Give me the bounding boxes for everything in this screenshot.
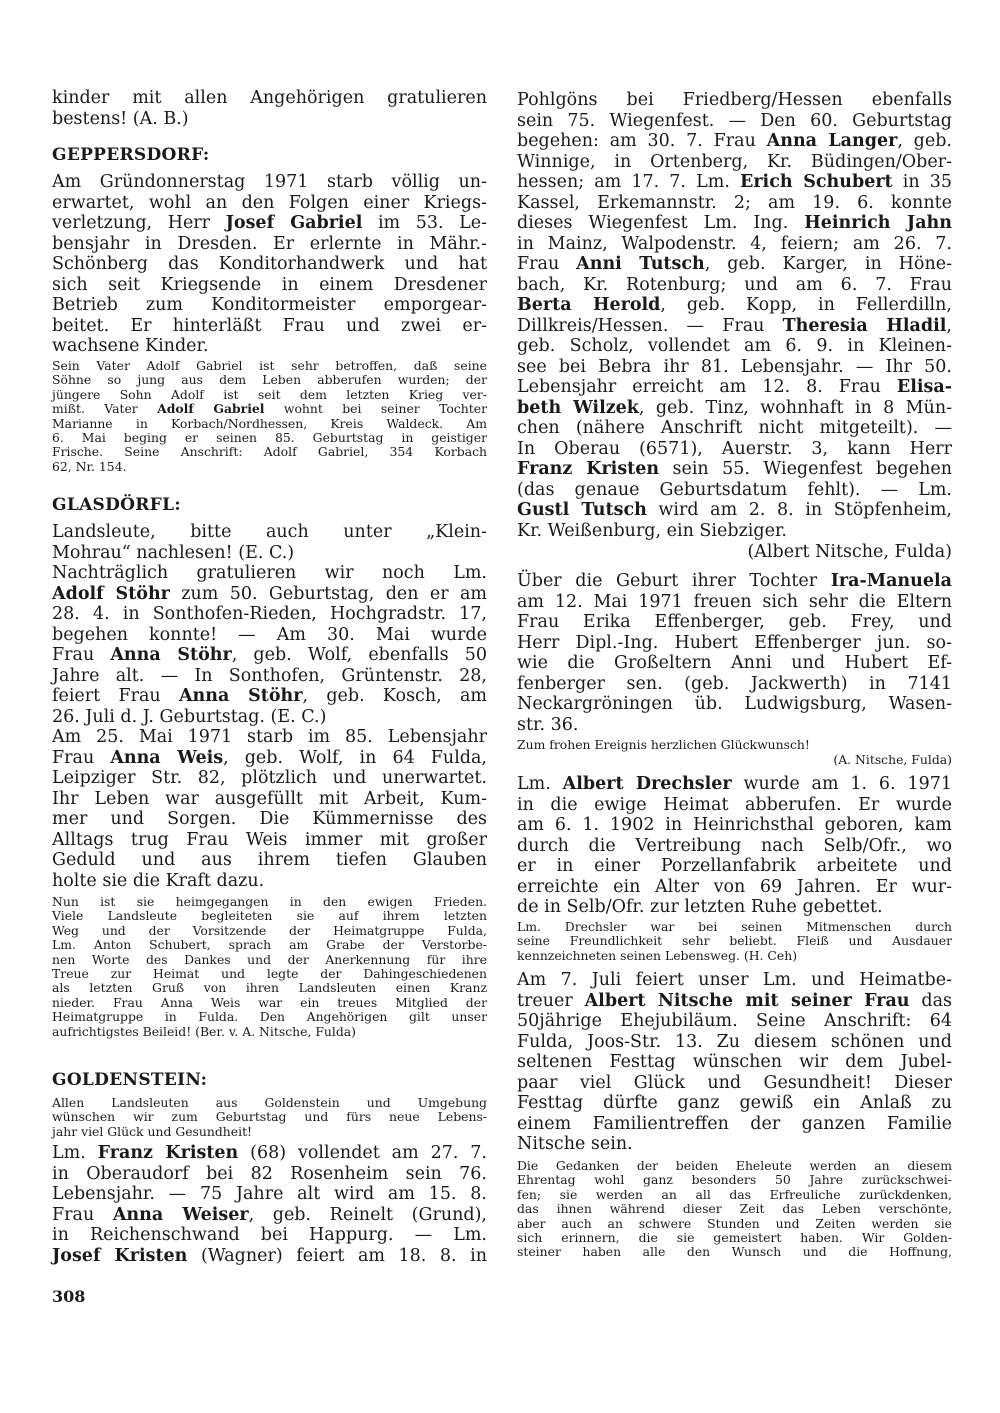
- text-line: Herr Dipl.-Ing. Hubert Effenberger jun. so-: [517, 632, 952, 653]
- text-line: feiert Frau Anna Stöhr, geb. Kosch, am: [52, 686, 487, 706]
- text-line: Lm. Drechsler war bei seinen Mitmenschen durch: [517, 919, 952, 934]
- text-line: begehen: am 30. 7. Frau Anna Langer, geb.: [517, 131, 952, 151]
- text-line: In Oberau (6571), Auerstr. 3, kann Herr: [517, 438, 952, 459]
- section-heading: [52, 1070, 487, 1090]
- text-line: bach, Kr. Rotenburg; und am 6. 7. Frau: [517, 274, 952, 295]
- text-line: seltenen Festtag wünschen wir dem Jubel-: [517, 1052, 952, 1072]
- text-line: Viele Landsleute begleiteten sie auf ihrem letzten: [52, 908, 487, 924]
- text-line: kennzeichneten seinen Lebensweg. (H. Ceh): [517, 947, 798, 963]
- text-line: geb. Scholz, vollendet am 6. 9. in Kleinen-: [517, 336, 952, 356]
- text-line: Frische. Seine Anschrift: Adolf Gabriel, 354 Korbach: [52, 444, 487, 460]
- text-line: begehen konnte! — Am 30. Mai wurde: [52, 624, 487, 645]
- bold-name: Gustl Tutsch: [517, 500, 647, 520]
- text-line: hessen; am 17. 7. Lm. Erich Schubert in 35: [517, 172, 952, 192]
- text-line: Am 25. Mai 1971 starb im 85. Lebensjahr: [52, 727, 487, 747]
- small-print-paragraph: [52, 359, 487, 474]
- text-line: wachsene Kinder.: [52, 336, 209, 356]
- text-paragraph: [52, 88, 487, 129]
- section-heading: [52, 495, 487, 515]
- text-line: aber auch an schwere Stunden und Zeiten werden sie: [517, 1215, 952, 1231]
- text-line: Neckargröningen üb. Ludwigsburg, Wasen-: [517, 694, 952, 714]
- bold-name: Anna Stöhr: [178, 686, 303, 706]
- text-line: Lebensjahr erreicht am 12. 8. Frau Elisa-: [517, 377, 952, 397]
- text-line: Über die Geburt ihrer Tochter Ira-Manuela: [517, 571, 952, 591]
- bold-name: Erich Schubert: [740, 172, 893, 192]
- text-line: Lm. Albert Drechsler wurde am 1. 6. 1971: [517, 774, 953, 794]
- text-line: 26. Juli d. J. Geburtstag. (E. C.): [52, 706, 327, 727]
- text-line: Nitsche sein.: [517, 1134, 633, 1154]
- text-line: Am 7. Juli feiert unser Lm. und Heimatbe-: [517, 970, 952, 990]
- text-line: seine Freundlichkeit sehr beliebt. Fleiß und Ausdauer: [517, 933, 952, 949]
- small-print-paragraph: [517, 920, 952, 963]
- small-print-paragraph: [517, 738, 952, 752]
- text-line: sein 75. Wiegenfest. — Den 60. Geburtstag: [517, 110, 952, 131]
- text-line: Geduld und aus ihrem tiefen Glauben: [52, 850, 487, 870]
- text-line: Lebensjahr. — 75 Jahre alt wird am 15. 8.: [52, 1184, 487, 1204]
- bold-name: Albert Drechsler: [562, 774, 732, 794]
- text-line: verletzung, Herr Josef Gabriel im 53. Le-: [52, 213, 487, 233]
- text-line: Winnige, in Ortenberg, Kr. Büdingen/Ober-: [517, 151, 952, 172]
- bold-name: Josef Gabriel: [225, 213, 363, 233]
- text-line: Söhne so jung aus dem Leben abberufen wurden; der: [52, 372, 487, 388]
- text-line: Marianne in Korbach/Nordhessen, Kreis Waldeck. Am: [52, 415, 487, 431]
- bold-name: Elisa-: [896, 377, 952, 397]
- text-paragraph: [52, 172, 487, 357]
- bold-name: Josef Kristen: [52, 1245, 188, 1266]
- bold-name: Anna Langer: [766, 131, 898, 151]
- text-line: fen; sie werden an all das Erfreuliche zurückdenken,: [517, 1186, 952, 1202]
- text-line: aufrichtigstes Beileid! (Ber. v. A. Nitsche, Fulda): [52, 1023, 357, 1039]
- credit-line: [517, 542, 952, 563]
- bold-name: Albert Nitsche mit seiner Frau: [584, 990, 910, 1011]
- bold-name: Anna Weis: [110, 747, 224, 768]
- text-line: beitet. Er hinterläßt Frau und zwei er-: [52, 315, 487, 336]
- bold-name: beth Wilzek: [517, 397, 639, 418]
- text-line: jahr viel Glück und Gesundheit!: [52, 1123, 253, 1139]
- text-line: nieder. Frau Anna Weis war ein treues Mitglied der: [52, 994, 487, 1010]
- bold-name: Berta Herold: [517, 295, 661, 315]
- text-line: wie die Großeltern Anni und Hubert Ef-: [517, 653, 952, 673]
- text-line: Sein Vater Adolf Gabriel ist sehr betroffen, daß seine: [52, 358, 487, 373]
- text-line: Leipziger Str. 82, plötzlich und unerwartet.: [52, 768, 487, 788]
- bold-name: Heinrich Jahn: [804, 213, 952, 233]
- text-line: das ihnen während dieser Zeit das Leben verschönte,: [517, 1201, 952, 1217]
- bold-name: Adolf Gabriel: [157, 401, 265, 417]
- text-line: Festtag dürfte ganz gewiß ein Anlaß zu: [517, 1093, 952, 1113]
- text-line: am 12. Mai 1971 freuen sich sehr die Eltern: [517, 591, 952, 612]
- text-line: beth Wilzek, geb. Tinz, wohnhaft in 8 Mün-: [517, 397, 953, 418]
- text-line: Schönberg das Konditorhandwerk und hat: [52, 254, 487, 274]
- text-line: Betrieb zum Konditormeister emporgear-: [52, 295, 487, 315]
- text-line: Treue zur Heimat und legte der Dahingeschiedenen: [52, 966, 487, 982]
- text-line: Kr. Weißenburg, ein Siebziger.: [517, 520, 787, 541]
- text-line: paar viel Glück und Gesundheit! Dieser: [517, 1072, 952, 1093]
- text-line: chen (nähere Anschrift nicht mitgeteilt). —: [517, 418, 952, 438]
- bold-name: Ira-Manuela: [830, 571, 952, 591]
- text-line: Kassel, Erkemannstr. 2; am 19. 6. konnte: [517, 192, 952, 213]
- text-paragraph: [517, 90, 952, 541]
- text-line: Landsleute, bitte auch unter „Klein-: [52, 522, 487, 542]
- bold-name: Franz Kristen: [97, 1143, 239, 1163]
- bold-name: Anni Tutsch: [576, 254, 705, 274]
- text-line: Alltags trug Frau Weis immer mit großer: [52, 829, 487, 850]
- text-line: (A. Nitsche, Fulda): [833, 752, 952, 767]
- credit-line: [517, 753, 952, 767]
- text-line: durch die Vertreibung nach Selb/Ofr., wo: [517, 835, 952, 856]
- text-line: er in einer Porzellanfabrik arbeitete und: [517, 856, 952, 876]
- text-line: in Mainz, Walpodenstr. 4, feiern; am 26. 7.: [517, 233, 952, 254]
- text-line: in Reichenschwand bei Happurg. — Lm.: [52, 1225, 487, 1245]
- text-line: kinder mit allen Angehörigen gratulieren: [52, 88, 487, 108]
- text-line: dieses Wiegenfest Lm. Ing. Heinrich Jahn: [517, 213, 952, 233]
- text-line: Nun ist sie heimgegangen in den ewigen Frieden.: [52, 894, 487, 909]
- text-line: Franz Kristen sein 55. Wiegenfest begehen: [517, 459, 952, 479]
- text-paragraph: [52, 1143, 487, 1266]
- text-line: erreichte ein Alter von 69 Jahren. Er wur-: [517, 876, 952, 897]
- text-line: Fulda, Joos-Str. 13. Zu diesem schönen und: [517, 1031, 952, 1052]
- text-paragraph: [52, 522, 487, 891]
- text-line: in die ewige Heimat abberufen. Er wurde: [517, 794, 952, 815]
- text-line: see bei Bebra ihr 81. Lebensjahr. — Ihr 50.: [517, 356, 952, 377]
- page-number: 308: [52, 1287, 86, 1306]
- text-line: GEPPERSDORF:: [52, 145, 210, 165]
- bold-name: Anna Weiser: [112, 1204, 249, 1225]
- text-line: Jahre alt. — In Sonthofen, Grüntenstr. 28,: [52, 665, 487, 686]
- text-line: Pohlgöns bei Friedberg/Hessen ebenfalls: [517, 90, 952, 110]
- text-line: als letzten Gruß von ihren Landsleuten einen Kranz: [52, 980, 487, 996]
- text-line: 28. 4. in Sonthofen-Rieden, Hochgradstr. 17,: [52, 604, 487, 624]
- text-line: Frau Anna Weiser, geb. Reinelt (Grund),: [52, 1204, 487, 1225]
- text-line: mißt. Vater Adolf Gabriel wohnt bei seiner Tochter: [52, 401, 487, 417]
- small-print-paragraph: [517, 1159, 952, 1260]
- text-line: Frau Anni Tutsch, geb. Karger, in Höne-: [517, 254, 952, 274]
- text-line: treuer Albert Nitsche mit seiner Frau das: [517, 990, 952, 1011]
- small-print-paragraph: [52, 1096, 487, 1139]
- bold-name: Anna Stöhr: [110, 645, 232, 665]
- bold-name: Theresia Hladil: [782, 315, 947, 336]
- bold-name: Adolf Stöhr: [52, 583, 170, 604]
- small-print-paragraph: [52, 895, 487, 1039]
- text-line: sich seit Kriegsende in einem Dresdener: [52, 274, 487, 295]
- text-line: erwartet, wohl an den Folgen einer Kriegs-: [52, 192, 487, 213]
- text-line: Ehrentag wohl ganz besonders 50 Jahre zurückschwei-: [517, 1172, 952, 1188]
- bold-name: Franz Kristen: [517, 459, 660, 479]
- text-line: Dillkreis/Hessen. — Frau Theresia Hladil,: [517, 315, 952, 336]
- text-paragraph: [517, 571, 952, 735]
- text-line: jüngere Sohn Adolf ist seit dem letzten Krieg ver-: [52, 386, 487, 402]
- text-line: bensjahr in Dresden. Er erlernte in Mähr.-: [52, 233, 487, 254]
- text-line: Die Gedanken der beiden Eheleute werden an diesem: [517, 1158, 952, 1173]
- text-line: Heimatgruppe in Fulda. Den Angehörigen gilt unser: [52, 1009, 487, 1025]
- text-line: am 6. 1. 1902 in Heinrichsthal geboren, kam: [517, 815, 952, 835]
- text-line: 62, Nr. 154.: [52, 458, 127, 474]
- text-line: holte sie die Kraft dazu.: [52, 870, 265, 891]
- text-line: Frau Anna Stöhr, geb. Wolf, ebenfalls 50: [52, 645, 487, 665]
- text-line: (das genaue Geburtsdatum fehlt). — Lm.: [517, 479, 952, 500]
- text-line: sich erinnern, die sie gemeistert haben. Wir Golden-: [517, 1230, 952, 1246]
- text-line: Am Gründonnerstag 1971 starb völlig un-: [52, 172, 487, 192]
- text-line: Ihr Leben war ausgefüllt mit Arbeit, Kum-: [52, 788, 487, 809]
- text-line: (Albert Nitsche, Fulda): [747, 542, 952, 562]
- text-line: Lm. Anton Schubert, sprach am Grabe der Verstorbe-: [52, 937, 487, 953]
- text-line: wünschen wir zum Geburtstag und fürs neue Lebens-: [52, 1109, 487, 1125]
- text-line: in Oberaudorf bei 82 Rosenheim sein 76.: [52, 1163, 487, 1184]
- text-line: Weg und der Vorsitzende der Heimatgruppe Fulda,: [52, 922, 487, 938]
- text-line: GLASDÖRFL:: [52, 495, 181, 515]
- text-line: Mohrau“ nachlesen! (E. C.): [52, 542, 295, 563]
- text-line: Adolf Stöhr zum 50. Geburtstag, den er am: [52, 583, 488, 604]
- text-line: Lm. Franz Kristen (68) vollendet am 27. 7.: [52, 1143, 487, 1163]
- text-paragraph: [517, 970, 952, 1155]
- text-line: str. 36.: [517, 714, 579, 735]
- text-line: 50jährige Ehejubiläum. Seine Anschrift: 64: [517, 1011, 952, 1031]
- text-line: nen Worte des Dankes und der Anerkennung für ihre: [52, 951, 487, 967]
- text-line: de in Selb/Ofr. zur letzten Ruhe gebettet.: [517, 897, 883, 917]
- text-paragraph: [517, 774, 952, 918]
- text-line: mer und Sorgen. Die Kümmernisse des: [52, 809, 487, 829]
- text-line: einem Familientreffen der ganzen Familie: [517, 1113, 952, 1134]
- text-line: Frau Erika Effenberger, geb. Frey, und: [517, 612, 952, 632]
- text-line: Josef Kristen (Wagner) feiert am 18. 8. in: [52, 1245, 487, 1266]
- text-line: Allen Landsleuten aus Goldenstein und Umgebung: [52, 1095, 487, 1110]
- text-line: Frau Anna Weis, geb. Wolf, in 64 Fulda,: [52, 747, 487, 768]
- text-line: Nachträglich gratulieren wir noch Lm.: [52, 563, 487, 583]
- text-line: Zum frohen Ereignis herzlichen Glückwunsch!: [517, 737, 810, 752]
- text-line: steiner haben alle den Wunsch und die Hoffnung,: [517, 1244, 952, 1260]
- text-line: fenberger sen. (geb. Jackwerth) in 7141: [517, 673, 952, 694]
- section-heading: [52, 145, 487, 165]
- text-line: Gustl Tutsch wird am 2. 8. in Stöpfenheim,: [517, 500, 952, 520]
- text-line: 6. Mai beging er seinen 85. Geburtstag in geistiger: [52, 430, 487, 446]
- text-line: Berta Herold, geb. Kopp, in Fellerdilln,: [517, 295, 952, 315]
- text-line: bestens! (A. B.): [52, 108, 189, 129]
- text-line: GOLDENSTEIN:: [52, 1070, 208, 1090]
